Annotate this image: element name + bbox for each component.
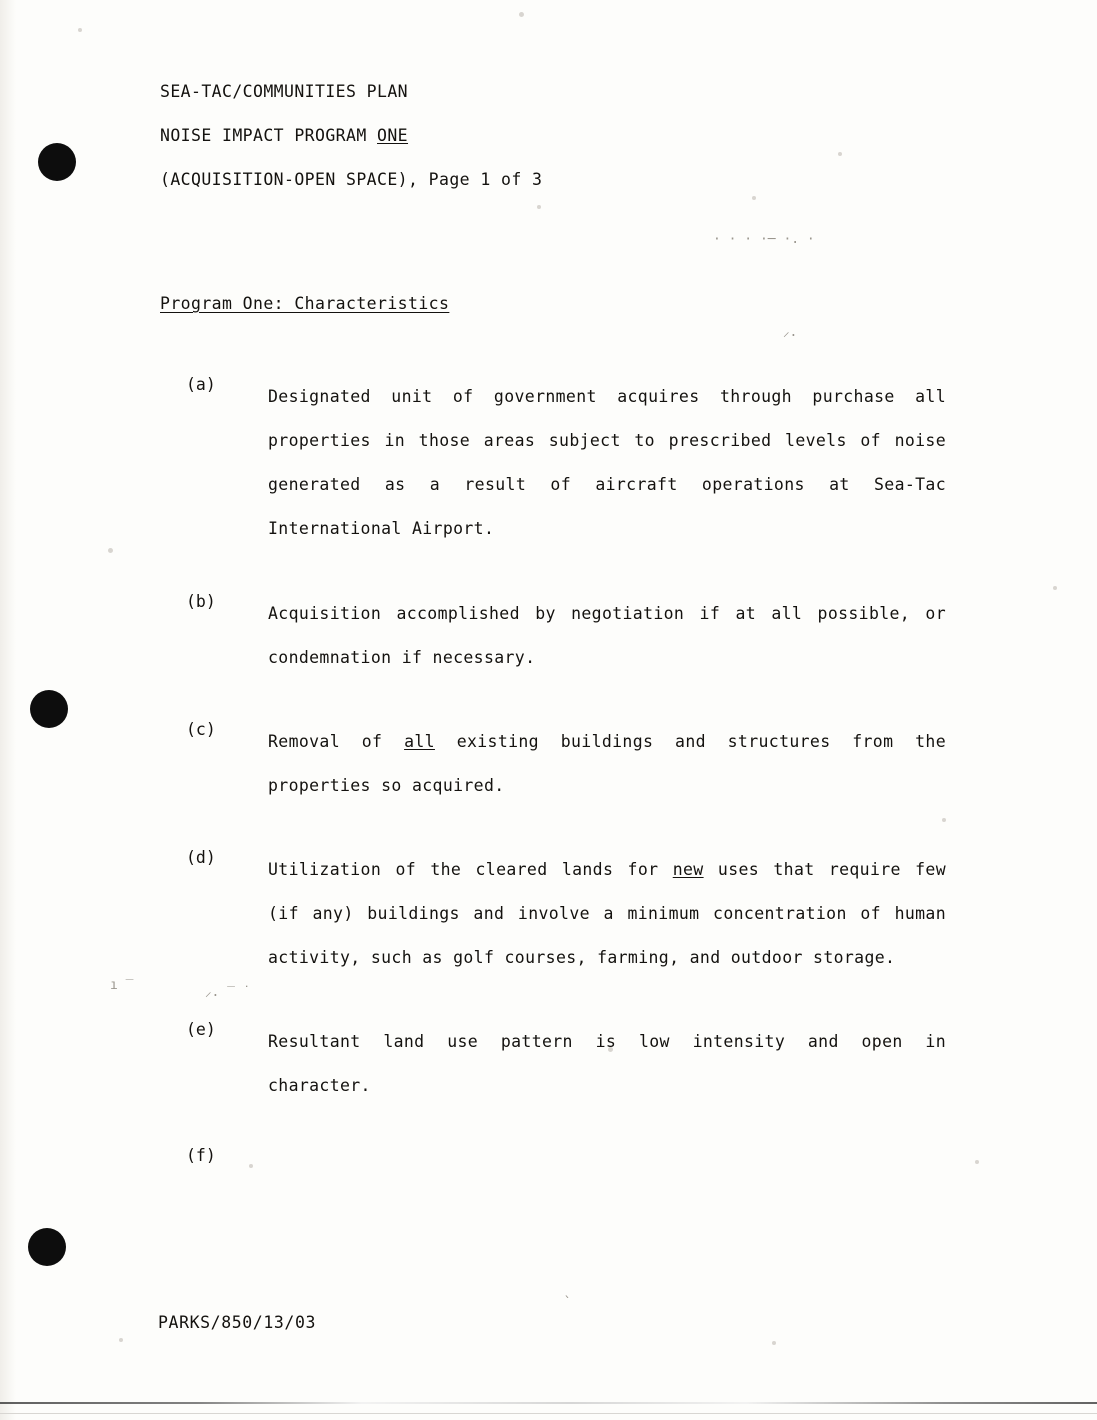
- item-body: [268, 848, 950, 980]
- list-item: [160, 1146, 950, 1164]
- list-item: [160, 375, 950, 551]
- document-page: · · · ·─ ·. · ⸝. ı ‾ ⸝. ‾ ˙ ˎ SEA-TAC/COMMUNITIES PLAN NOISE IMPACT PROGRAM ONE (ACQUISITION-OPEN SPACE), Page 1 of 3 Program One: Characteristics (a) Designated unit of government acquires through purchase all properties in those areas subject to prescribed levels of noise generated as a result of aircraft operations at Sea-Tac International Airport. (b) Acquisition accomplished by negotiation if at all possible, or condemnation if necessary. (c) Removal of all existing buildings and structures from the properties so acquired. (d) Utilization of the cleared lands for new uses that require few (if any) buildings and involve a minimum concentration of human activity, such as golf courses, farming, and outdoor storage. (e) Resultant land use pattern is low intensity and open in character. (f) PARKS/850/13/03: [0, 0, 1097, 1420]
- item-marker: (e): [186, 1020, 216, 1039]
- item-text-pre: Removal of: [268, 732, 405, 751]
- scan-speck: [119, 1338, 123, 1342]
- scan-speck: [1053, 586, 1057, 590]
- hole-punch-top: [38, 143, 76, 181]
- footer-reference: PARKS/850/13/03: [158, 1313, 317, 1332]
- item-text-post: uses that require few (if any) buildings and involve a minimum concentration of human activity, such as golf courses, farming, and outdoor storage.: [268, 860, 946, 967]
- scan-speck: [537, 205, 541, 209]
- item-marker: (b): [186, 592, 216, 611]
- item-text: Resultant land use pattern is low intensity and open in character.: [268, 1032, 946, 1095]
- document-header: [160, 70, 542, 202]
- item-text: [268, 848, 946, 980]
- section-title: Program One: Characteristics: [160, 294, 450, 313]
- header-line-2: [160, 114, 542, 158]
- item-text: Designated unit of government acquires through purchase all properties in those areas subject to prescribed levels of noise generated as a result of aircraft operations at Sea-Tac International Airport.: [268, 387, 946, 538]
- item-body: [268, 720, 950, 808]
- header-line-2-text: NOISE IMPACT PROGRAM: [160, 126, 378, 145]
- item-body: [268, 1020, 950, 1108]
- item-emphasis: all: [404, 732, 435, 751]
- item-text-pre: Utilization of the cleared lands for: [268, 860, 673, 879]
- scan-speck: [838, 152, 842, 156]
- item-marker: (d): [186, 848, 216, 867]
- list-item: [160, 848, 950, 980]
- page-edge-artifact: [0, 1402, 1097, 1404]
- item-emphasis: new: [672, 860, 704, 879]
- scan-speck: [519, 12, 524, 17]
- item-body: [268, 592, 950, 680]
- item-marker: (c): [186, 720, 216, 739]
- hole-punch-bottom: [28, 1228, 66, 1266]
- scan-speck: [752, 196, 756, 200]
- page-margin-shade: [0, 0, 16, 1420]
- page-edge-artifact-secondary: [0, 1413, 1097, 1414]
- item-text: [268, 720, 946, 808]
- item-body: [268, 1146, 950, 1164]
- list-item: [160, 1020, 950, 1108]
- item-marker: (f): [186, 1146, 216, 1165]
- scan-speck: [975, 1160, 979, 1164]
- item-text: Acquisition accomplished by negotiation if at all possible, or condemnation if necessary.: [268, 604, 946, 667]
- list-item: [160, 592, 950, 680]
- item-body: [268, 375, 950, 551]
- scan-speck: [108, 548, 113, 553]
- header-line-1: SEA-TAC/COMMUNITIES PLAN: [160, 82, 409, 101]
- header-emphasis-one: ONE: [377, 126, 409, 145]
- item-text-post: existing buildings and structures from the properties so acquired.: [268, 732, 946, 795]
- header-line-3: (ACQUISITION-OPEN SPACE), Page 1 of 3: [160, 170, 543, 189]
- items-list: [160, 375, 950, 1205]
- scan-speck: [78, 28, 82, 32]
- list-item: [160, 720, 950, 808]
- item-marker: (a): [186, 375, 216, 394]
- hole-punch-middle: [30, 690, 68, 728]
- scan-speck: [772, 1341, 776, 1345]
